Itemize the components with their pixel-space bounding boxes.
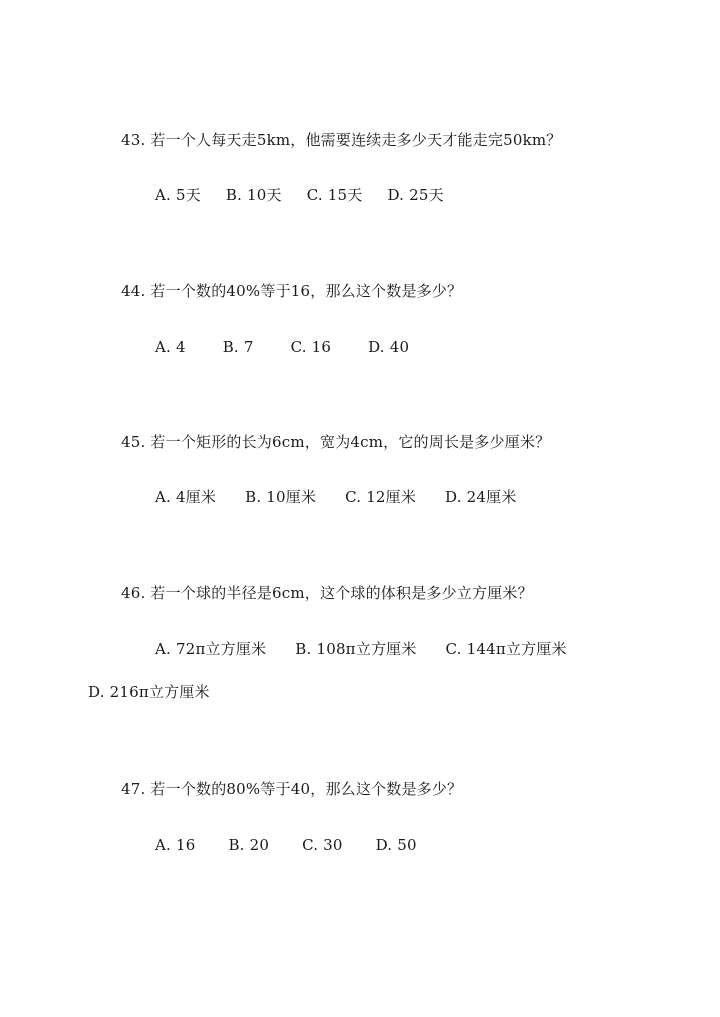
question-46-text: 46. 若一个球的半径是6cm，这个球的体积是多少立方厘米？ — [121, 584, 533, 602]
option-b: B. 20 — [228, 836, 270, 854]
option-a: A. 5天 — [155, 186, 201, 204]
option-a: A. 16 — [155, 836, 196, 854]
option-b: B. 108π立方厘米 — [295, 640, 417, 658]
question-47-options — [155, 835, 417, 855]
option-a: A. 4 — [155, 338, 186, 356]
question-43-options — [155, 185, 444, 205]
question-45-options — [155, 487, 517, 507]
option-a: A. 4厘米 — [155, 488, 217, 506]
option-d: D. 24厘米 — [445, 488, 517, 506]
option-c: C. 12厘米 — [345, 488, 417, 506]
option-c: C. 144π立方厘米 — [445, 640, 567, 658]
question-46-option-d: D. 216π立方厘米 — [88, 683, 210, 701]
question-47-text: 47. 若一个数的80%等于40，那么这个数是多少？ — [121, 780, 463, 798]
option-a: A. 72π立方厘米 — [155, 640, 267, 658]
option-b: B. 10天 — [225, 186, 282, 204]
option-d: D. 25天 — [387, 186, 444, 204]
option-b: B. 10厘米 — [245, 488, 317, 506]
question-43-text: 43. 若一个人每天走5km，他需要连续走多少天才能走完50km？ — [121, 131, 562, 149]
option-b: B. 7 — [222, 338, 254, 356]
option-d: D. 50 — [375, 836, 417, 854]
question-44-text: 44. 若一个数的40%等于16，那么这个数是多少？ — [121, 282, 463, 300]
option-c: C. 16 — [290, 338, 332, 356]
question-45-text: 45. 若一个矩形的长为6cm，宽为4cm，它的周长是多少厘米？ — [121, 433, 551, 451]
question-44-options — [155, 337, 409, 357]
question-46-options — [155, 639, 567, 659]
option-c: C. 15天 — [306, 186, 363, 204]
option-c: C. 30 — [302, 836, 343, 854]
option-d: D. 40 — [368, 338, 410, 356]
